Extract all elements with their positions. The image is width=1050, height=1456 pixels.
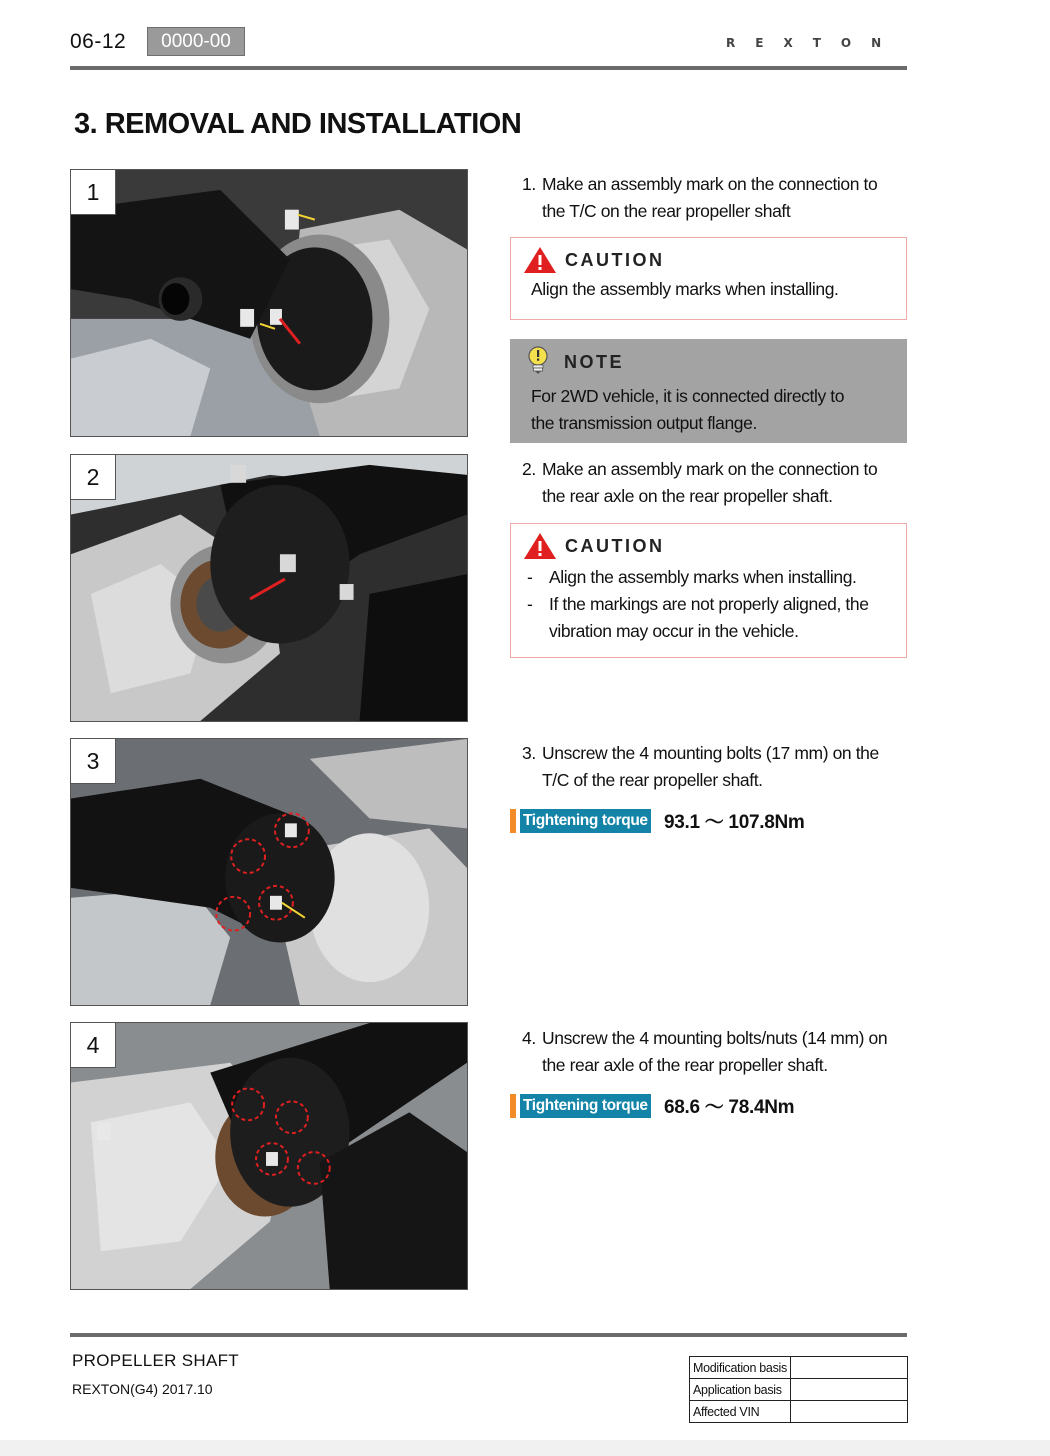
step-2: [522, 456, 922, 510]
document-code: 0000-00: [147, 27, 245, 56]
page-number: 06-12: [70, 30, 127, 53]
propeller-shaft-tc-photo: [71, 170, 467, 436]
warning-triangle-icon: [523, 532, 557, 560]
caution-title: CAUTION: [565, 536, 665, 556]
bullet-text-line: If the markings are not properly aligned, the: [549, 594, 869, 614]
figure-3-photo: [70, 738, 468, 1006]
step-number: 3.: [522, 743, 536, 763]
table-row: [690, 1379, 908, 1401]
figure-number: 2: [71, 455, 116, 500]
step-number: 4.: [522, 1028, 536, 1048]
step-text-line: Make an assembly mark on the connection to: [542, 459, 878, 479]
figure-2-photo: [70, 454, 468, 722]
step-text-line: Make an assembly mark on the connection to: [542, 174, 878, 194]
brand-logo: REXTON: [726, 36, 902, 50]
caution-title: CAUTION: [565, 250, 665, 270]
revision-table: [689, 1356, 908, 1423]
step-text-line: the rear axle on the rear propeller shaft.: [542, 486, 833, 506]
header-divider: [70, 66, 907, 70]
torque-accent-bar: [510, 1094, 516, 1118]
caution-bullet: [527, 564, 869, 591]
page-bottom-band: [0, 1440, 1050, 1456]
note-text-line: the transmission output flange.: [531, 413, 757, 433]
step-text-line: T/C of the rear propeller shaft.: [542, 770, 763, 790]
step-text-line: Unscrew the 4 mounting bolts/nuts (14 mm) on: [542, 1028, 888, 1048]
bullet-dash: -: [527, 567, 533, 587]
table-value: [790, 1379, 907, 1401]
step-text-line: Unscrew the 4 mounting bolts (17 mm) on the: [542, 743, 879, 763]
bullet-text-line: vibration may occur in the vehicle.: [549, 621, 799, 641]
caution-text: Align the assembly marks when installing.: [531, 279, 839, 299]
step-number: 2.: [522, 459, 536, 479]
caution-bullet: [527, 591, 869, 645]
section-title: 3. REMOVAL AND INSTALLATION: [74, 108, 522, 140]
axle-mounting-bolts-photo: [71, 1023, 467, 1289]
figure-4-photo: [70, 1022, 468, 1290]
table-row: [690, 1401, 908, 1423]
table-key: Application basis: [690, 1379, 791, 1401]
note-title: NOTE: [564, 352, 625, 372]
table-key: Affected VIN: [690, 1401, 791, 1423]
step-1: [522, 171, 922, 225]
footer-model: REXTON(G4) 2017.10: [72, 1381, 213, 1397]
footer-divider: [70, 1333, 907, 1337]
torque-label: Tightening torque: [520, 1094, 651, 1118]
step-text-line: the rear axle of the rear propeller shaft.: [542, 1055, 828, 1075]
table-key: Modification basis: [690, 1357, 791, 1379]
note-box: [510, 339, 907, 443]
propeller-shaft-axle-photo: [71, 455, 467, 721]
table-value: [790, 1357, 907, 1379]
figure-number: 4: [71, 1023, 116, 1068]
caution-box-2: [510, 523, 907, 658]
lightbulb-icon: [526, 345, 550, 375]
figure-number: 1: [71, 170, 116, 215]
tc-mounting-bolts-photo: [71, 739, 467, 1005]
step-3: [522, 740, 922, 794]
caution-box-1: [510, 237, 907, 320]
torque-accent-bar: [510, 809, 516, 833]
figure-number: 3: [71, 739, 116, 784]
figure-1-photo: [70, 169, 468, 437]
step-text-line: the T/C on the rear propeller shaft: [542, 201, 791, 221]
bullet-dash: -: [527, 594, 533, 614]
caution-bullets: [527, 564, 869, 645]
torque-label: Tightening torque: [520, 809, 651, 833]
torque-value: 68.6 ～ 78.4Nm: [664, 1097, 795, 1118]
table-row: [690, 1357, 908, 1379]
bullet-text-line: Align the assembly marks when installing.: [549, 567, 857, 587]
table-value: [790, 1401, 907, 1423]
warning-triangle-icon: [523, 246, 557, 274]
step-number: 1.: [522, 174, 536, 194]
note-text-line: For 2WD vehicle, it is connected directly to: [531, 386, 845, 406]
note-text: [531, 383, 844, 437]
torque-value: 93.1 ～ 107.8Nm: [664, 812, 805, 833]
footer-section-title: PROPELLER SHAFT: [72, 1351, 239, 1370]
step-4: [522, 1025, 922, 1079]
